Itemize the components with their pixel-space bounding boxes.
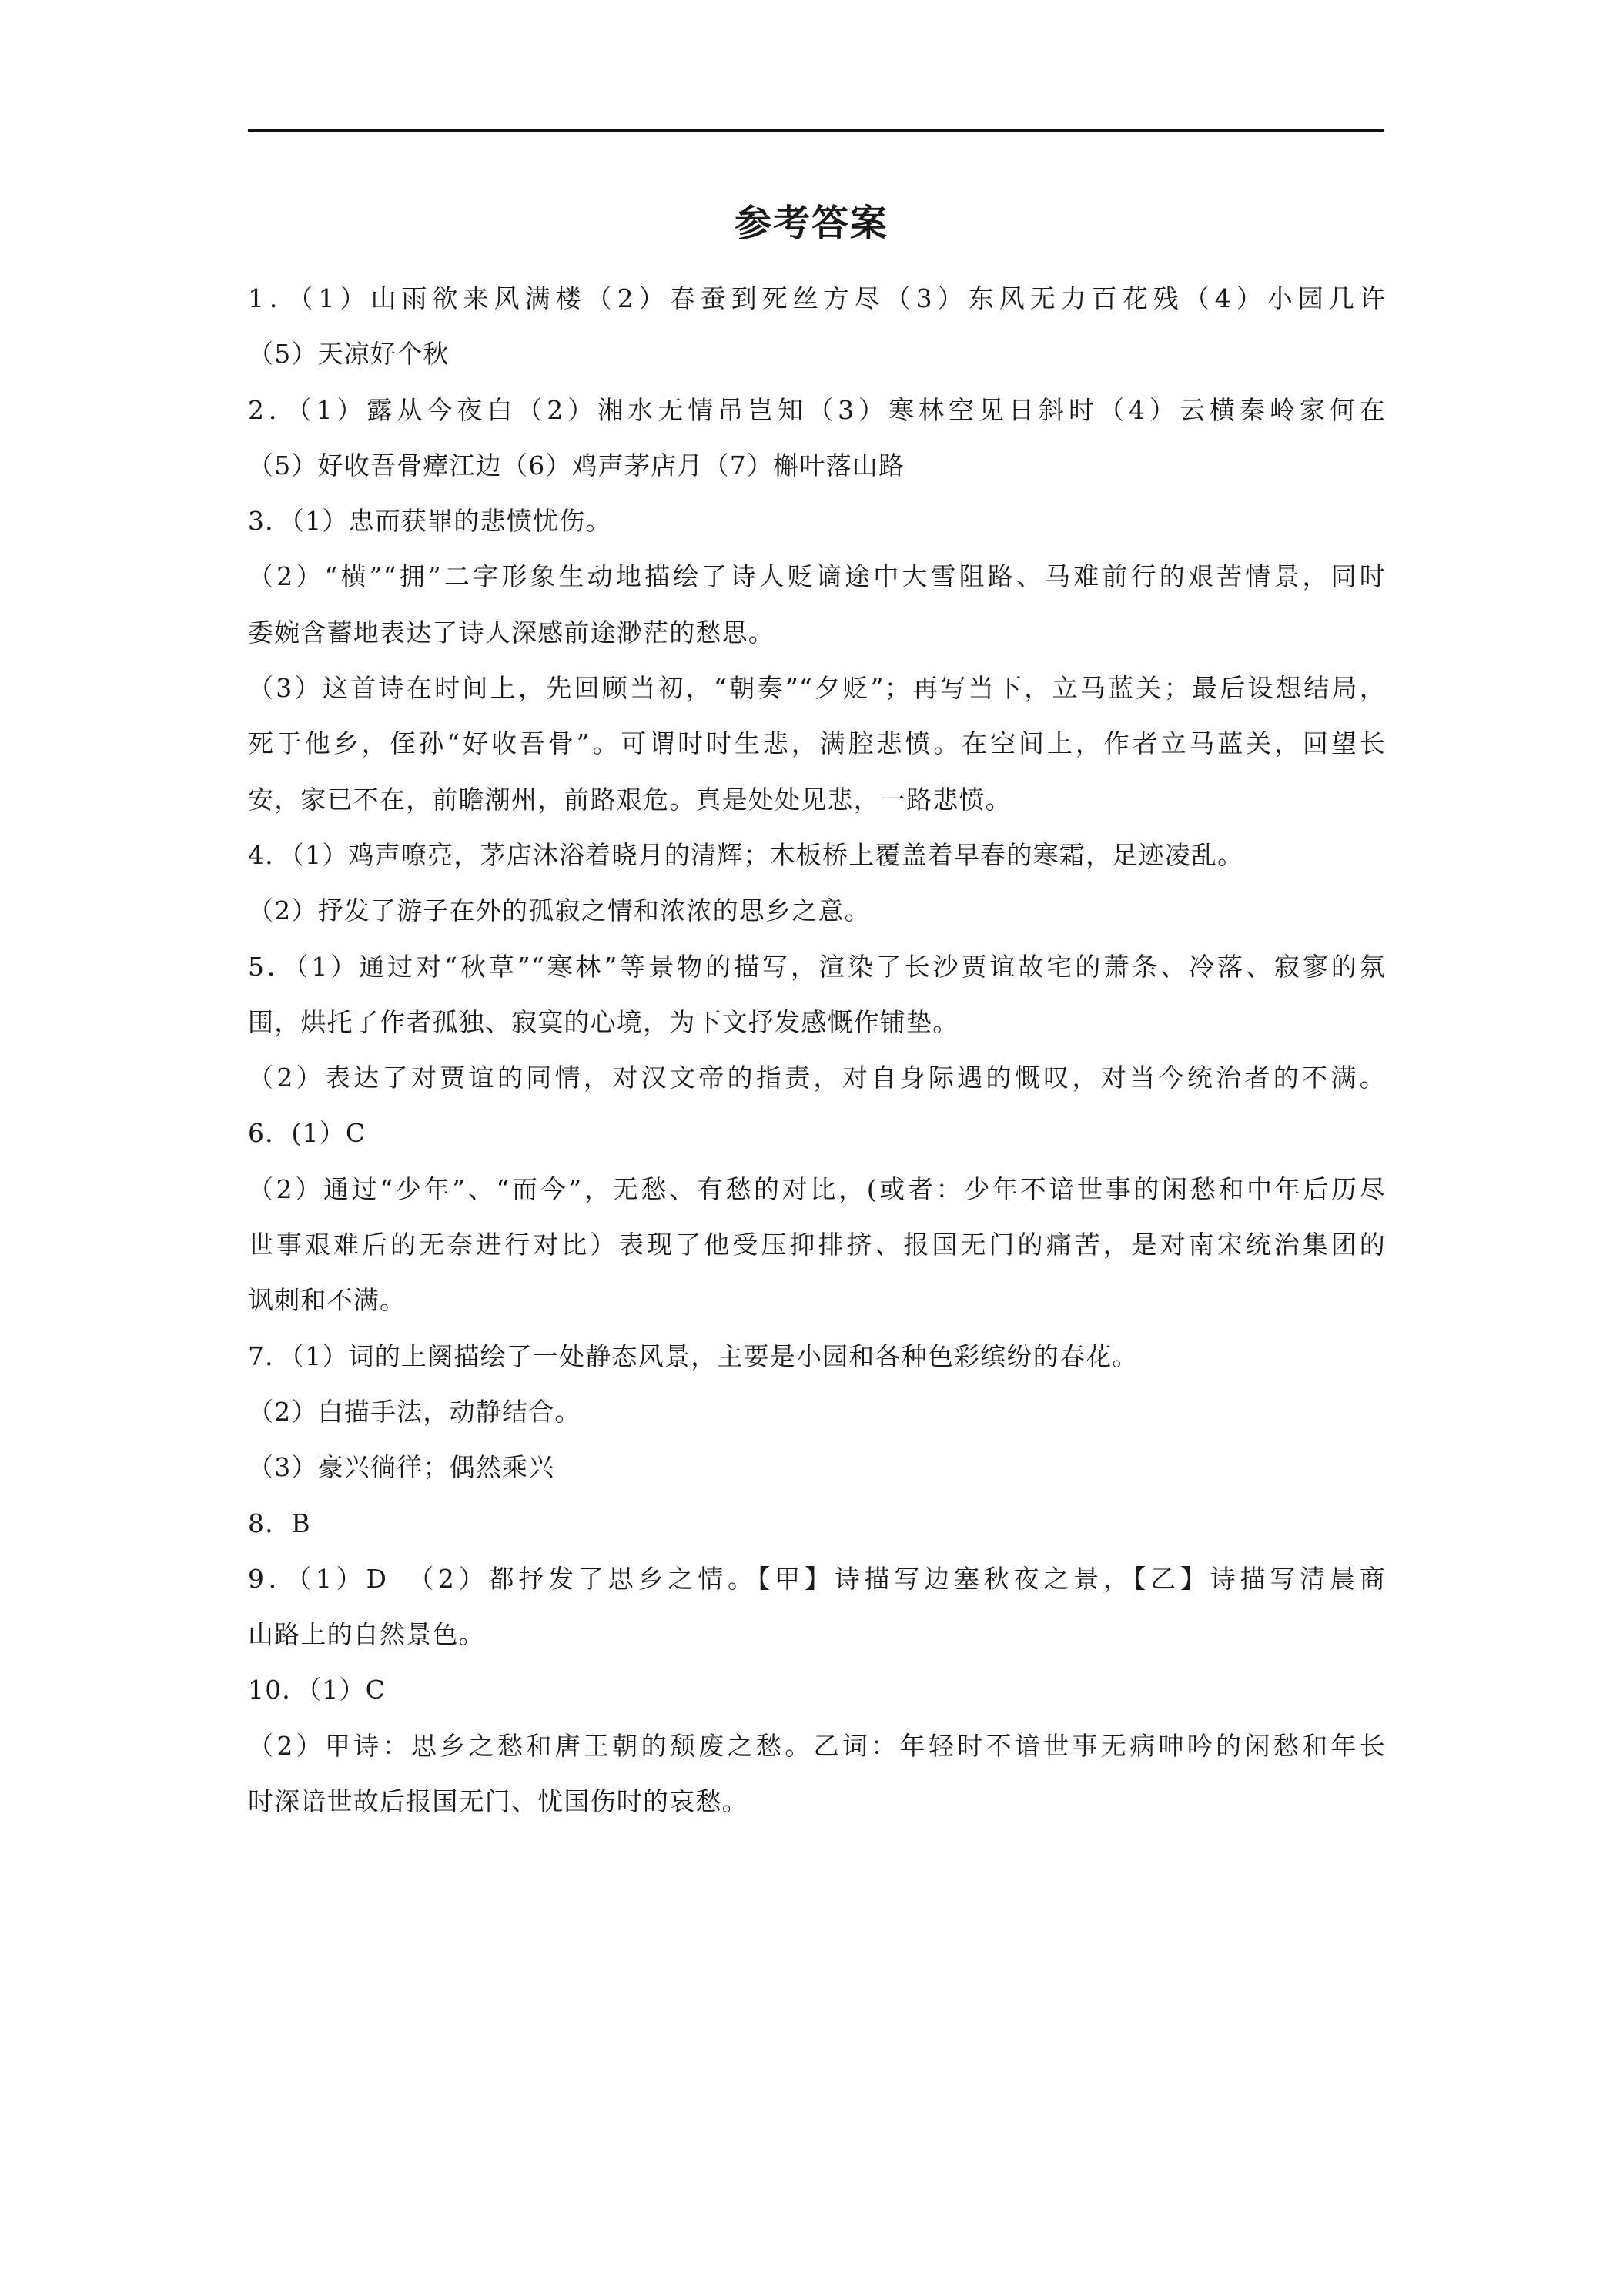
- answer-line: 围，烘托了作者孤独、寂寞的心境，为下文抒发感慨作铺垫。: [248, 1006, 959, 1037]
- answer-line: （5）天凉好个秋: [248, 339, 450, 370]
- answer-line: （3）这首诗在时间上，先回顾当初，“朝奏”“夕贬”；再写当下，立马蓝关；最后设想结局，: [248, 673, 1386, 704]
- answer-line: 世事艰难后的无奈进行对比）表现了他受压抑排挤、报国无门的痛苦，是对南宋统治集团的: [248, 1230, 1386, 1260]
- answer-line: 6．(1）C: [248, 1118, 366, 1149]
- answer-line: （5）好收吾骨瘴江边（6）鸡声茅店月（7）槲叶落山路: [248, 450, 905, 480]
- answer-line: 10．（1）C: [248, 1675, 387, 1705]
- answer-line: 1．（1）山雨欲来风满楼（2）春蚕到死丝方尽（3）东风无力百花残（4）小园几许: [248, 283, 1386, 313]
- page-title: 参考答案: [734, 202, 888, 245]
- answer-line: 9．（1）D （2）都抒发了思乡之情。【甲】诗描写边塞秋夜之景，【乙】诗描写清晨商: [248, 1563, 1386, 1594]
- answer-line: 8．B: [248, 1508, 311, 1538]
- answer-line: 3．（1）忠而获罪的悲愤忧伤。: [248, 506, 612, 537]
- answer-line: （2）表达了对贾谊的同情，对汉文帝的指责，对自身际遇的慨叹，对当今统治者的不满。: [248, 1063, 1386, 1093]
- answer-line: 讽刺和不满。: [248, 1285, 407, 1316]
- answer-line: 4．（1）鸡声嘹亮，茅店沐浴着晓月的清辉；木板桥上覆盖着早春的寒霜，足迹凌乱。: [248, 839, 1244, 870]
- answer-line: 安，家已不在，前瞻潮州，前路艰危。真是处处见悲，一路悲愤。: [248, 784, 1012, 815]
- answer-line: 5．（1）通过对“秋草”“寒林”等景物的描写，渲染了长沙贾谊故宅的萧条、冷落、寂寥的氛: [248, 951, 1386, 982]
- answer-line: 7．（1）词的上阕描绘了一处静态风景，主要是小园和各种色彩缤纷的春花。: [248, 1340, 1139, 1371]
- answer-line: （2）“横”“拥”二字形象生动地描绘了诗人贬谪途中大雪阻路、马难前行的艰苦情景，同时: [248, 561, 1386, 592]
- answer-line: 时深谙世故后报国无门、忧国伤时的哀愁。: [248, 1786, 748, 1817]
- header-rule: [248, 129, 1384, 132]
- answer-line: （2）甲诗：思乡之愁和唐王朝的颓废之愁。乙词：年轻时不谙世事无病呻吟的闲愁和年长: [248, 1730, 1386, 1761]
- answer-list: [248, 271, 1386, 1829]
- answer-line: （2）通过“少年”、“而今”，无愁、有愁的对比，(或者：少年不谙世事的闲愁和中年后历尽: [248, 1173, 1386, 1204]
- answer-line: （3）豪兴徜徉；偶然乘兴: [248, 1452, 555, 1483]
- answer-line: （2）白描手法，动静结合。: [248, 1396, 581, 1427]
- answer-line: 委婉含蓄地表达了诗人深感前途渺茫的愁思。: [248, 617, 775, 648]
- answer-line: 山路上的自然景色。: [248, 1619, 485, 1650]
- answer-line: 死于他乡，侄孙“好收吾骨”。可谓时时生悲，满腔悲愤。在空间上，作者立马蓝关，回望长: [248, 728, 1386, 759]
- answer-line: （2）抒发了游子在外的孤寂之情和浓浓的思乡之意。: [248, 895, 871, 926]
- answer-line: 2．（1）露从今夜白（2）湘水无情吊岂知（3）寒林空见日斜时（4）云横秦岭家何在: [248, 394, 1386, 425]
